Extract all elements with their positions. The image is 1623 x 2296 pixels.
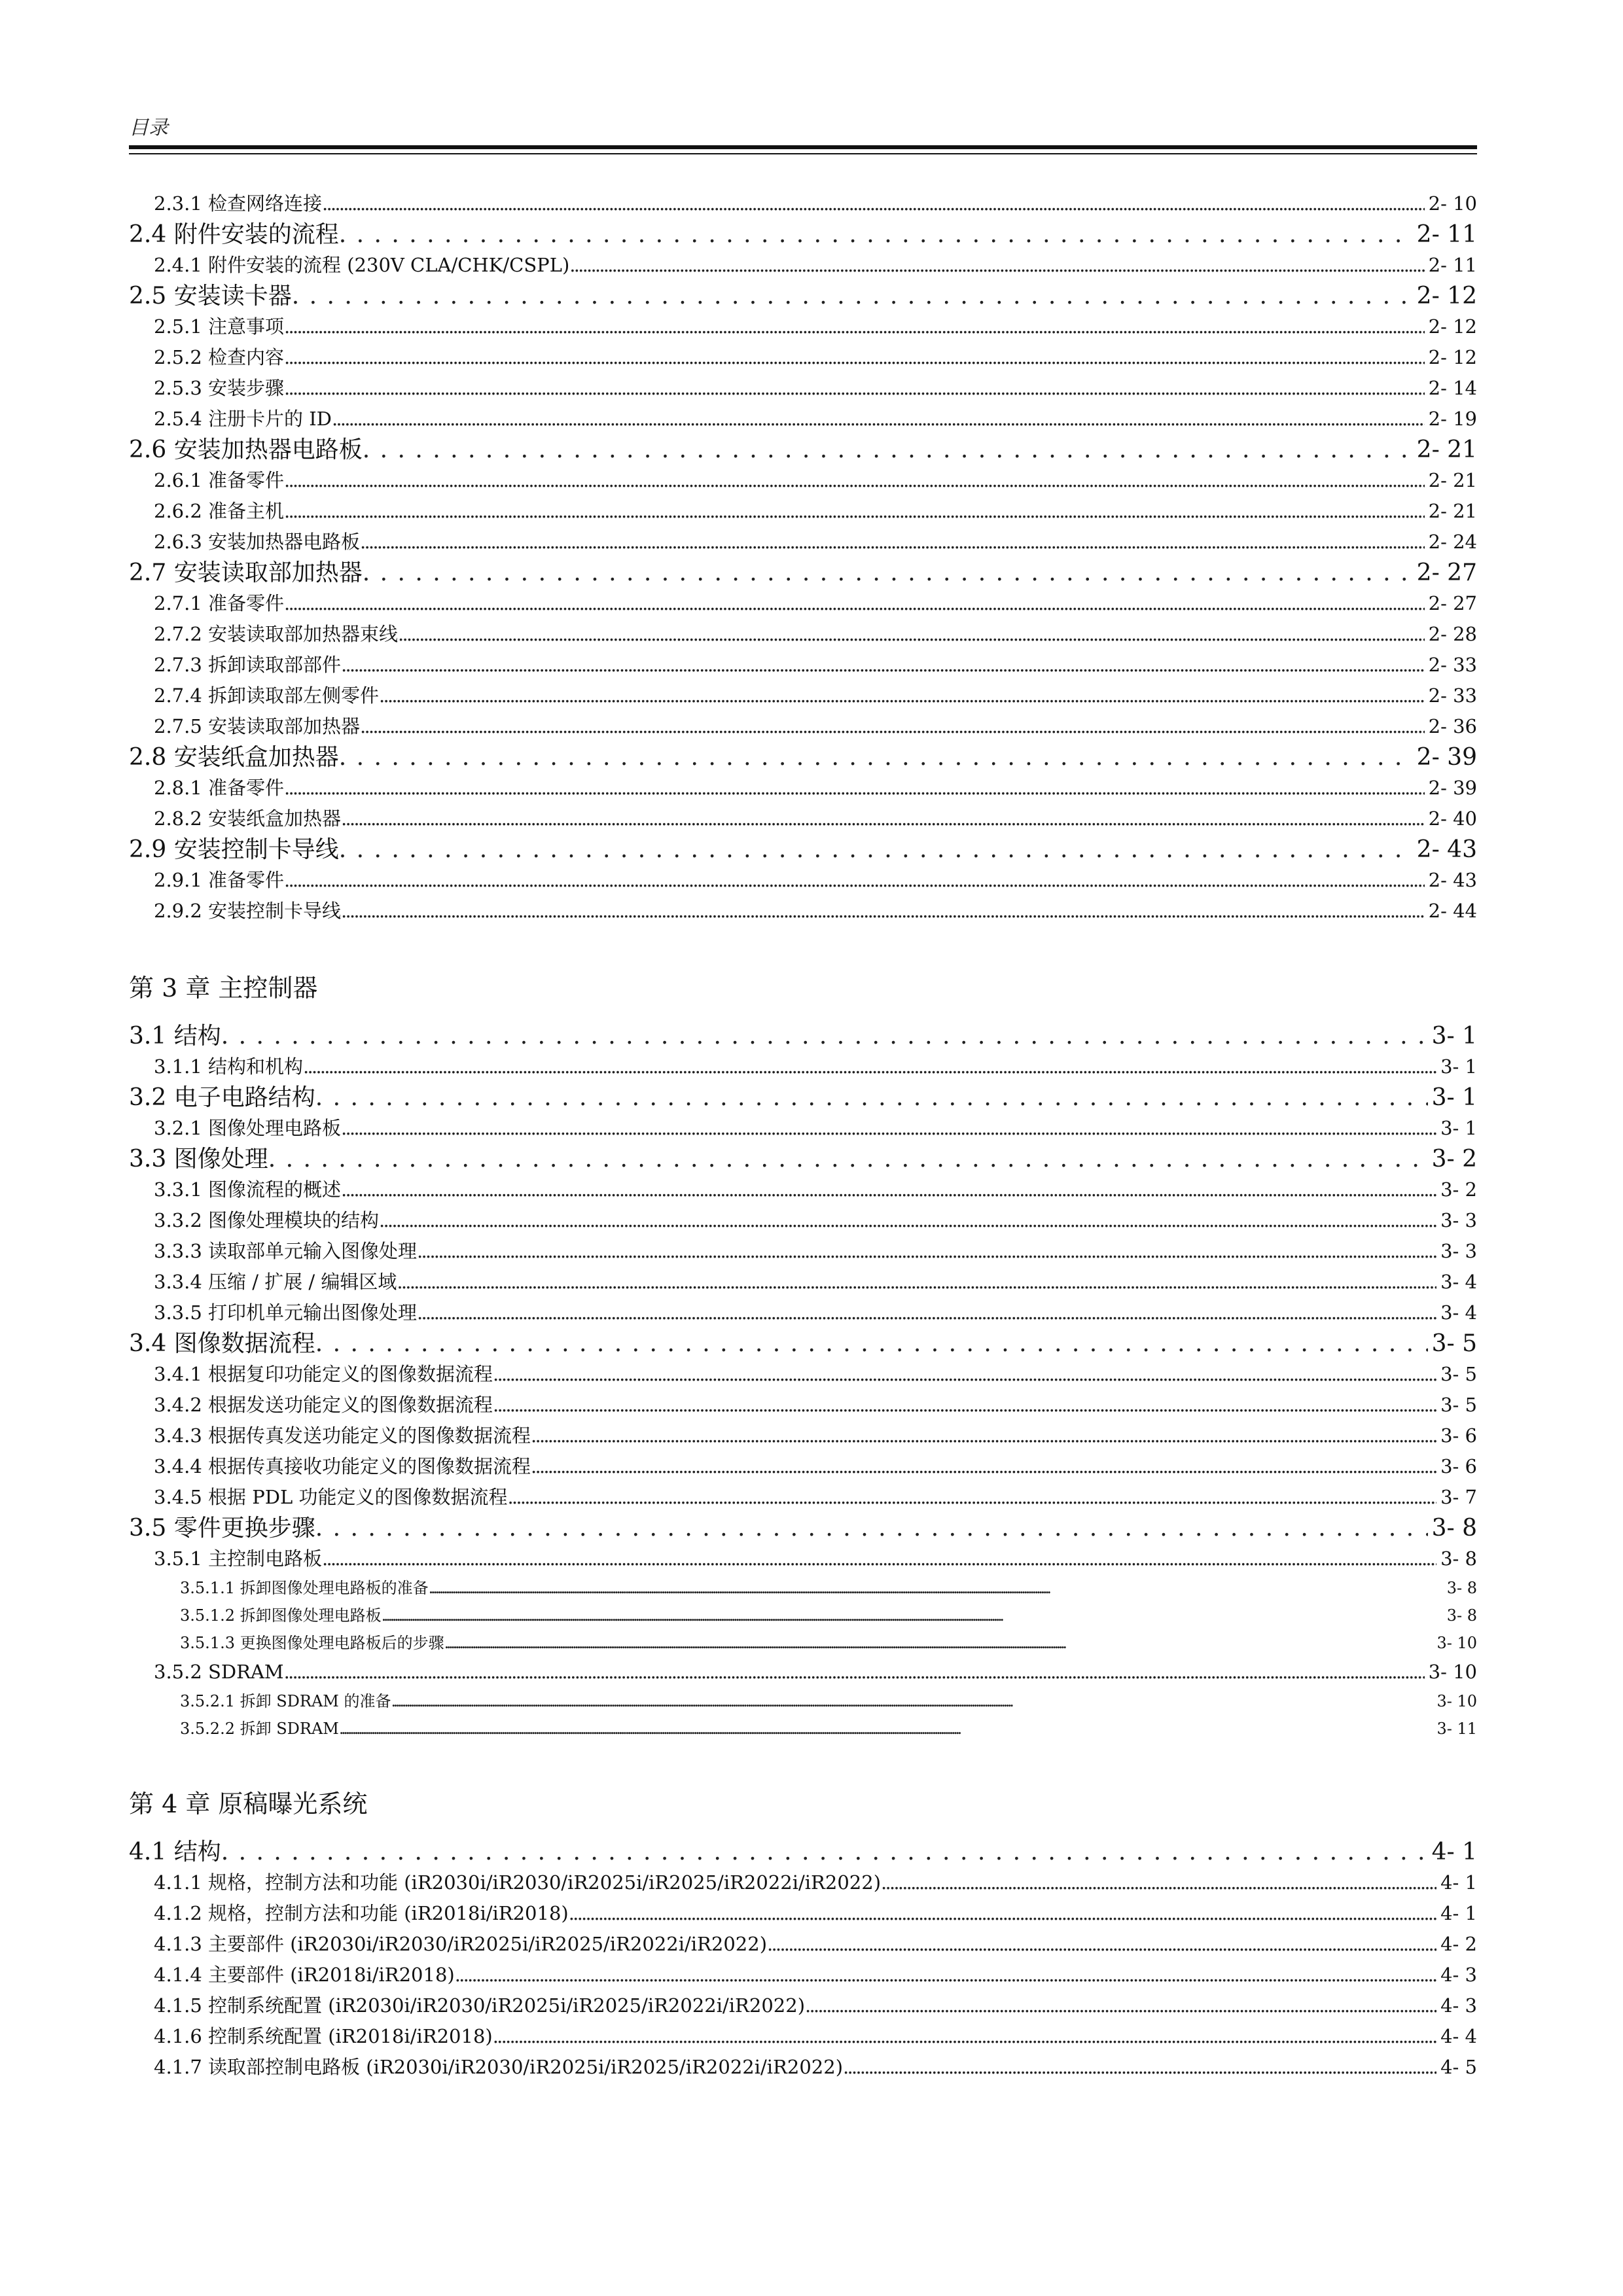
- toc-entry-level-2[interactable]: [129, 1657, 1477, 1687]
- toc-entry-label: 2.4 附件安装的流程: [129, 221, 339, 248]
- toc-entry-label: 4.1.3 主要部件 (iR2030i/iR2030/iR2025i/iR2025/iR2022i/iR2022): [154, 1933, 768, 1955]
- toc-entry-page-number: 2- 43: [1416, 836, 1477, 863]
- toc-entry-page-number: 3- 8: [1440, 1547, 1477, 1570]
- dot-leader: [341, 804, 1425, 834]
- toc-entry-label: 3.4.3 根据传真发送功能定义的图像数据流程: [154, 1424, 531, 1447]
- toc-entry-page-number: 2- 21: [1416, 436, 1477, 463]
- toc-entry-label: 3.5.1.2 拆卸图像处理电路板: [180, 1606, 382, 1625]
- toc-entry-page-number: 4- 4: [1440, 2025, 1477, 2047]
- toc-entry-page-number: 2- 10: [1428, 192, 1477, 215]
- toc-entry-page-number: 3- 4: [1440, 1301, 1477, 1324]
- toc-entry-page-number: 3- 11: [1436, 1720, 1477, 1738]
- dot-leader: [284, 496, 1425, 527]
- toc-entry-page-number: 2- 44: [1428, 900, 1477, 922]
- toc-entry-page-number: 2- 28: [1428, 623, 1477, 645]
- toc-entry-page-number: 3- 2: [1440, 1178, 1477, 1201]
- dot-leader: [284, 865, 1425, 896]
- toc-entry-level-2[interactable]: [129, 1267, 1477, 1298]
- toc-entry-page-number: 3- 1: [1440, 1117, 1477, 1139]
- toc-entry-label: 3.3.1 图像流程的概述: [154, 1178, 342, 1201]
- toc-entry-page-number: 4- 2: [1440, 1933, 1477, 1955]
- dot-leader: [360, 711, 1425, 742]
- dot-leader: [221, 1021, 1428, 1051]
- dot-leader: [268, 1144, 1428, 1174]
- dot-leader: [531, 1451, 1436, 1482]
- toc-entry-level-2[interactable]: [129, 711, 1477, 742]
- toc-entry-label: 3.3 图像处理: [129, 1146, 268, 1173]
- toc-entry-level-2[interactable]: [129, 465, 1477, 496]
- toc-entry-level-2[interactable]: [129, 342, 1477, 373]
- toc-entry-label: 4.1.6 控制系统配置 (iR2018i/iR2018): [154, 2025, 493, 2047]
- toc-entry-label: 2.5.3 安装步骤: [154, 377, 285, 399]
- toc-entry-label: 3.1.1 结构和机构: [154, 1055, 304, 1078]
- toc-entry-page-number: 2- 21: [1428, 469, 1477, 491]
- dot-leader: [493, 1359, 1436, 1390]
- toc-entry-page-number: 2- 43: [1428, 869, 1477, 891]
- toc-entry-level-2[interactable]: [129, 527, 1477, 557]
- toc-entry-label: 2.7.4 拆卸读取部左侧零件: [154, 684, 380, 707]
- page-header-title: 目录: [129, 116, 168, 139]
- dot-leader: [341, 1174, 1436, 1205]
- toc-entry-label: 2.7.3 拆卸读取部部件: [154, 654, 342, 676]
- dot-leader: [767, 1929, 1436, 1960]
- toc-entry-label: 3.5 零件更换步骤: [129, 1515, 315, 1542]
- toc-entry-level-2[interactable]: [129, 311, 1477, 342]
- toc-entry-page-number: 4- 3: [1440, 1994, 1477, 2017]
- dot-leader: [339, 219, 1413, 250]
- toc-entry-page-number: 3- 10: [1428, 1661, 1477, 1683]
- dot-leader: [221, 1837, 1428, 1867]
- toc-entry-level-2[interactable]: [129, 865, 1477, 896]
- toc-entry-level-1[interactable]: [129, 1082, 1477, 1113]
- chapter-heading: 第 3 章 主控制器: [129, 974, 318, 1002]
- toc-entry-level-2[interactable]: [129, 1482, 1477, 1513]
- toc-entry-level-2[interactable]: [129, 188, 1477, 219]
- toc-entry-level-3[interactable]: [129, 1629, 1477, 1657]
- toc-entry-level-2[interactable]: [129, 1051, 1477, 1082]
- dot-leader: [284, 465, 1425, 496]
- toc-entry-level-3[interactable]: [129, 1602, 1477, 1629]
- toc-entry-label: 3.4.4 根据传真接收功能定义的图像数据流程: [154, 1455, 531, 1477]
- toc-entry-label: 3.2.1 图像处理电路板: [154, 1117, 342, 1139]
- toc-entry-label: 2.9 安装控制卡导线: [129, 836, 339, 863]
- toc-entry-label: 3.3.5 打印机单元输出图像处理: [154, 1301, 418, 1324]
- dot-leader: [284, 1657, 1425, 1687]
- toc-entry-page-number: 3- 5: [1431, 1330, 1477, 1357]
- dot-leader: [303, 1051, 1436, 1082]
- toc-entry-label: 2.6 安装加热器电路板: [129, 436, 363, 463]
- toc-entry-label: 3.1 结构: [129, 1023, 221, 1050]
- toc-entry-label: 3.3.3 读取部单元输入图像处理: [154, 1240, 418, 1262]
- table-of-contents: [129, 188, 1477, 2083]
- toc-entry-label: 2.8.1 准备零件: [154, 777, 285, 799]
- toc-entry-level-2[interactable]: [129, 1867, 1477, 1898]
- toc-entry-label: 4.1.2 规格，控制方法和功能 (iR2018i/iR2018): [154, 1902, 569, 1924]
- toc-entry-level-3[interactable]: [129, 1715, 1477, 1742]
- toc-entry-level-1[interactable]: [129, 281, 1477, 311]
- toc-entry-page-number: 3- 1: [1440, 1055, 1477, 1078]
- toc-entry-level-2[interactable]: [129, 2021, 1477, 2052]
- toc-entry-level-2[interactable]: [129, 404, 1477, 434]
- toc-entry-level-2[interactable]: [129, 496, 1477, 527]
- toc-entry-label: 3.4.2 根据发送功能定义的图像数据流程: [154, 1394, 493, 1416]
- toc-entry-level-1[interactable]: [129, 557, 1477, 588]
- toc-entry-label: 3.4.1 根据复印功能定义的图像数据流程: [154, 1363, 493, 1385]
- toc-entry-label: 4.1.1 规格，控制方法和功能 (iR2030i/iR2030/iR2025i/iR2025/iR2022i/iR2022): [154, 1871, 882, 1894]
- dot-leader: [391, 1687, 1433, 1715]
- dot-leader: [363, 434, 1413, 465]
- toc-entry-label: 2.9.1 准备零件: [154, 869, 285, 891]
- dot-leader: [315, 1328, 1428, 1359]
- toc-section: [129, 188, 1477, 927]
- dot-leader: [322, 1544, 1436, 1574]
- toc-entry-level-2[interactable]: [129, 1113, 1477, 1144]
- toc-entry-page-number: 2- 27: [1428, 592, 1477, 614]
- toc-entry-page-number: 3- 6: [1440, 1455, 1477, 1477]
- toc-entry-level-1[interactable]: [129, 1837, 1477, 1867]
- toc-entry-label: 3.5.2.2 拆卸 SDRAM: [180, 1720, 339, 1738]
- dot-leader: [339, 1715, 1433, 1742]
- toc-entry-page-number: 2- 27: [1416, 559, 1477, 586]
- toc-entry-level-1[interactable]: [129, 1144, 1477, 1174]
- toc-entry-label: 3.2 电子电路结构: [129, 1084, 315, 1111]
- toc-entry-page-number: 3- 2: [1431, 1146, 1477, 1173]
- toc-entry-level-1[interactable]: [129, 1513, 1477, 1544]
- toc-entry-label: 3.5.2.1 拆卸 SDRAM 的准备: [180, 1692, 391, 1710]
- toc-entry-page-number: 2- 33: [1428, 654, 1477, 676]
- toc-entry-label: 3.5.2 SDRAM: [154, 1661, 284, 1683]
- dot-leader: [363, 557, 1413, 588]
- dot-leader: [284, 588, 1425, 619]
- toc-entry-level-2[interactable]: [129, 588, 1477, 619]
- toc-entry-level-2[interactable]: [129, 1390, 1477, 1421]
- toc-entry-page-number: 2- 39: [1428, 777, 1477, 799]
- toc-entry-label: 2.6.2 准备主机: [154, 500, 285, 522]
- toc-entry-label: 2.9.2 安装控制卡导线: [154, 900, 342, 922]
- toc-entry-page-number: 2- 12: [1416, 283, 1477, 309]
- toc-entry-page-number: 3- 8: [1431, 1515, 1477, 1542]
- toc-entry-label: 4.1.5 控制系统配置 (iR2030i/iR2030/iR2025i/iR2025/iR2022i/iR2022): [154, 1994, 806, 2017]
- toc-entry-level-1[interactable]: [129, 742, 1477, 773]
- toc-entry-page-number: 2- 19: [1428, 408, 1477, 430]
- toc-entry-label: 4.1 结构: [129, 1839, 221, 1865]
- toc-entry-label: 2.5.1 注意事项: [154, 315, 285, 338]
- toc-entry-label: 2.7 安装读取部加热器: [129, 559, 363, 586]
- toc-entry-page-number: 3- 5: [1440, 1363, 1477, 1385]
- toc-entry-level-2[interactable]: [129, 1960, 1477, 1990]
- toc-entry-level-1[interactable]: [129, 434, 1477, 465]
- dot-leader: [397, 1267, 1436, 1298]
- toc-entry-label: 3.4 图像数据流程: [129, 1330, 315, 1357]
- toc-entry-label: 3.4.5 根据 PDL 功能定义的图像数据流程: [154, 1486, 508, 1508]
- toc-entry-label: 2.5.4 注册卡片的 ID: [154, 408, 332, 430]
- toc-entry-label: 2.5.2 检查内容: [154, 346, 285, 368]
- dot-leader: [379, 680, 1425, 711]
- dot-leader: [339, 834, 1413, 865]
- dot-leader: [531, 1421, 1436, 1451]
- toc-entry-page-number: 4- 1: [1440, 1902, 1477, 1924]
- dot-leader: [455, 1960, 1436, 1990]
- toc-entry-page-number: 2- 11: [1428, 254, 1477, 276]
- toc-entry-page-number: 3- 7: [1440, 1486, 1477, 1508]
- toc-entry-page-number: 4- 1: [1431, 1839, 1477, 1865]
- toc-entry-level-1[interactable]: [129, 1021, 1477, 1051]
- toc-entry-label: 2.7.5 安装读取部加热器: [154, 715, 361, 737]
- toc-entry-level-2[interactable]: [129, 1990, 1477, 2021]
- toc-entry-page-number: 3- 1: [1431, 1084, 1477, 1111]
- toc-entry-page-number: 3- 10: [1436, 1634, 1477, 1652]
- toc-entry-page-number: 3- 5: [1440, 1394, 1477, 1416]
- toc-entry-label: 2.6.3 安装加热器电路板: [154, 531, 361, 553]
- dot-leader: [339, 742, 1413, 773]
- header-rule-thick: [129, 145, 1477, 149]
- toc-entry-page-number: 4- 1: [1440, 1871, 1477, 1894]
- dot-leader: [315, 1513, 1428, 1544]
- toc-entry-level-1[interactable]: [129, 1328, 1477, 1359]
- toc-entry-page-number: 2- 12: [1428, 315, 1477, 338]
- toc-entry-page-number: 2- 14: [1428, 377, 1477, 399]
- toc-entry-label: 2.5 安装读卡器: [129, 283, 292, 309]
- dot-leader: [429, 1574, 1443, 1602]
- dot-leader: [805, 1990, 1436, 2021]
- toc-entry-level-2[interactable]: [129, 1451, 1477, 1482]
- dot-leader: [284, 373, 1425, 404]
- toc-entry-level-2[interactable]: [129, 804, 1477, 834]
- dot-leader: [284, 311, 1425, 342]
- dot-leader: [444, 1629, 1433, 1657]
- toc-entry-level-2[interactable]: [129, 1236, 1477, 1267]
- toc-entry-label: 4.1.7 读取部控制电路板 (iR2030i/iR2030/iR2025i/iR2025/iR2022i/iR2022): [154, 2056, 844, 2078]
- toc-entry-level-2[interactable]: [129, 1929, 1477, 1960]
- header-rule-thin: [129, 153, 1477, 154]
- toc-entry-label: 2.6.1 准备零件: [154, 469, 285, 491]
- dot-leader: [843, 2052, 1436, 2083]
- toc-entry-level-2[interactable]: [129, 1421, 1477, 1451]
- toc-entry-page-number: 2- 36: [1428, 715, 1477, 737]
- toc-entry-page-number: 2- 39: [1416, 744, 1477, 771]
- toc-entry-page-number: 2- 11: [1416, 221, 1477, 248]
- dot-leader: [322, 188, 1425, 219]
- toc-entry-label: 2.8.2 安装纸盒加热器: [154, 807, 342, 830]
- toc-entry-level-3[interactable]: [129, 1574, 1477, 1602]
- toc-entry-page-number: 3- 1: [1431, 1023, 1477, 1050]
- toc-entry-label: 2.3.1 检查网络连接: [154, 192, 323, 215]
- toc-entry-page-number: 2- 12: [1428, 346, 1477, 368]
- toc-entry-level-2[interactable]: [129, 1205, 1477, 1236]
- dot-leader: [341, 650, 1425, 680]
- toc-entry-level-2[interactable]: [129, 680, 1477, 711]
- toc-entry-label: 3.3.2 图像处理模块的结构: [154, 1209, 380, 1231]
- toc-entry-page-number: 3- 3: [1440, 1209, 1477, 1231]
- toc-entry-page-number: 3- 3: [1440, 1240, 1477, 1262]
- toc-entry-page-number: 3- 4: [1440, 1271, 1477, 1293]
- dot-leader: [398, 619, 1425, 650]
- toc-entry-level-2[interactable]: [129, 1298, 1477, 1328]
- toc-entry-label: 4.1.4 主要部件 (iR2018i/iR2018): [154, 1964, 455, 1986]
- dot-leader: [493, 2021, 1436, 2052]
- toc-entry-label: 2.7.1 准备零件: [154, 592, 285, 614]
- dot-leader: [360, 527, 1425, 557]
- dot-leader: [341, 1113, 1436, 1144]
- toc-entry-level-2[interactable]: [129, 2052, 1477, 2083]
- dot-leader: [493, 1390, 1436, 1421]
- toc-entry-page-number: 2- 21: [1428, 500, 1477, 522]
- dot-leader: [382, 1602, 1443, 1629]
- toc-section: [129, 1786, 1477, 2083]
- toc-entry-page-number: 3- 10: [1436, 1692, 1477, 1710]
- toc-entry-level-1[interactable]: [129, 219, 1477, 250]
- toc-entry-level-2[interactable]: [129, 773, 1477, 804]
- toc-entry-label: 2.8 安装纸盒加热器: [129, 744, 339, 771]
- toc-entry-level-2[interactable]: [129, 896, 1477, 927]
- dot-leader: [292, 281, 1413, 311]
- toc-section: [129, 970, 1477, 1742]
- toc-entry-level-2[interactable]: [129, 373, 1477, 404]
- toc-entry-label: 3.5.1 主控制电路板: [154, 1547, 323, 1570]
- dot-leader: [315, 1082, 1428, 1113]
- toc-entry-level-2[interactable]: [129, 1359, 1477, 1390]
- toc-entry-page-number: 2- 40: [1428, 807, 1477, 830]
- toc-entry-level-1[interactable]: [129, 834, 1477, 865]
- toc-entry-page-number: 2- 33: [1428, 684, 1477, 707]
- dot-leader: [417, 1236, 1436, 1267]
- toc-entry-page-number: 2- 24: [1428, 531, 1477, 553]
- dot-leader: [341, 896, 1425, 927]
- dot-leader: [507, 1482, 1436, 1513]
- toc-entry-label: 3.3.4 压缩 / 扩展 / 编辑区域: [154, 1271, 397, 1293]
- toc-entry-page-number: 3- 8: [1446, 1579, 1477, 1597]
- toc-entry-label: 3.5.1.3 更换图像处理电路板后的步骤: [180, 1634, 444, 1652]
- dot-leader: [881, 1867, 1436, 1898]
- toc-entry-level-2[interactable]: [129, 619, 1477, 650]
- toc-entry-level-2[interactable]: [129, 1174, 1477, 1205]
- dot-leader: [569, 250, 1424, 281]
- toc-entry-page-number: 3- 6: [1440, 1424, 1477, 1447]
- toc-entry-level-2[interactable]: [129, 250, 1477, 281]
- dot-leader: [379, 1205, 1436, 1236]
- dot-leader: [569, 1898, 1436, 1929]
- dot-leader: [284, 342, 1425, 373]
- toc-entry-label: 2.4.1 附件安装的流程 (230V CLA/CHK/CSPL): [154, 254, 570, 276]
- dot-leader: [332, 404, 1425, 434]
- dot-leader: [417, 1298, 1436, 1328]
- toc-entry-page-number: 4- 3: [1440, 1964, 1477, 1986]
- toc-entry-label: 2.7.2 安装读取部加热器束线: [154, 623, 399, 645]
- dot-leader: [284, 773, 1425, 804]
- toc-entry-level-2[interactable]: [129, 1898, 1477, 1929]
- toc-entry-level-3[interactable]: [129, 1687, 1477, 1715]
- toc-entry-label: 3.5.1.1 拆卸图像处理电路板的准备: [180, 1579, 429, 1597]
- toc-entry-page-number: 3- 8: [1446, 1606, 1477, 1625]
- toc-entry-page-number: 4- 5: [1440, 2056, 1477, 2078]
- toc-entry-level-2[interactable]: [129, 650, 1477, 680]
- chapter-heading: 第 4 章 原稿曝光系统: [129, 1790, 368, 1818]
- toc-entry-level-2[interactable]: [129, 1544, 1477, 1574]
